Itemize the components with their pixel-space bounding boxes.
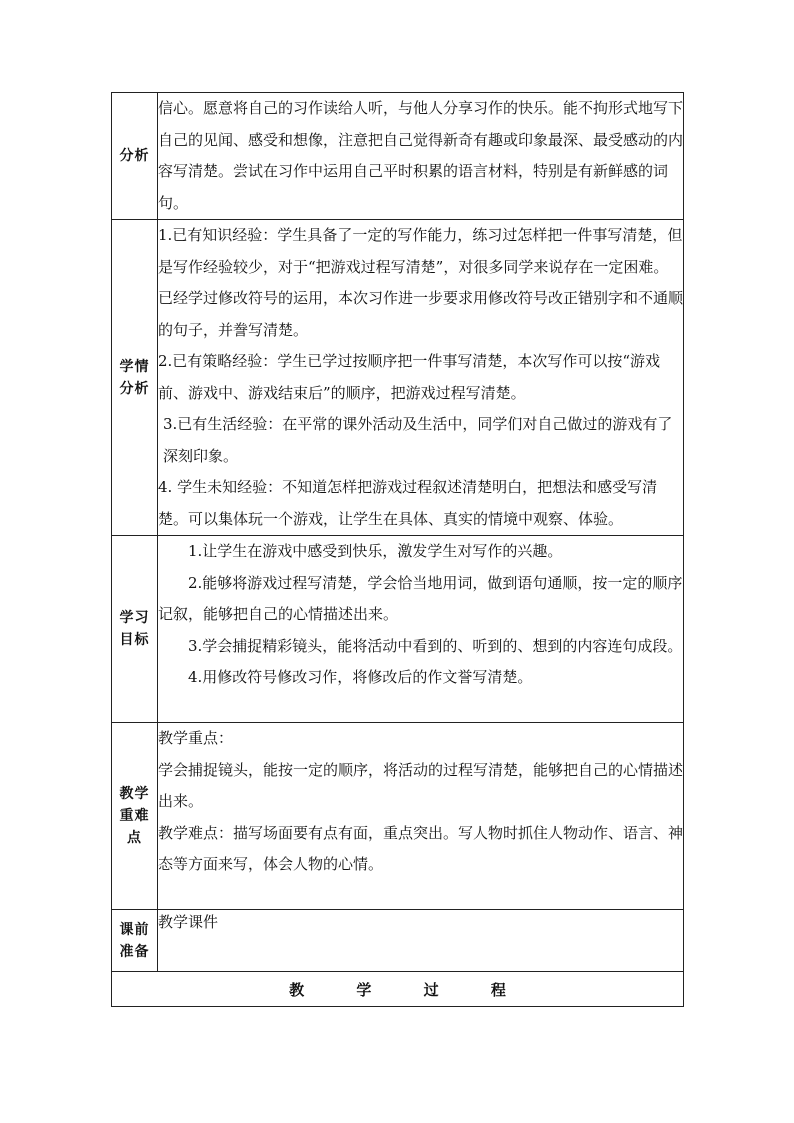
unknown-experience: 4. 学生未知经验：不知道怎样把游戏过程叙述清楚明白，把想法和感受写清楚。可以集体玩一个游戏，让学生在具体、真实的情境中观察、体验。	[158, 478, 658, 528]
analysis-content	[158, 93, 684, 220]
learning-goals-content	[158, 536, 684, 723]
key-points-label: 教学 重难 点	[112, 723, 158, 910]
analysis-row	[112, 93, 684, 220]
preparation-label: 课前 准备	[112, 910, 158, 972]
goal-item: 3.学会捕捉精彩镜头，能将活动中看到的、听到的、想到的内容连句成段。	[188, 636, 683, 655]
analysis-label: 分析	[112, 93, 158, 220]
goal-item: 1.让学生在游戏中感受到快乐，激发学生对写作的兴趣。	[188, 542, 563, 560]
goal-item: 4.用修改符号修改习作，将修改后的作文誉写清楚。	[188, 668, 533, 686]
preparation-content	[158, 910, 684, 972]
key-points-row	[112, 723, 684, 910]
difficulty-text: 教学难点：描写场面要有点有面，重点突出。写人物时抓住人物动作、语言、神态等方面来写，体会人物的心情。	[158, 823, 684, 873]
student-analysis-row	[112, 220, 684, 536]
goal-item: 2.能够将游戏过程写清楚，学会恰当地用词，做到语句通顺，按一定的顺序记叙，能够把自己的心情描述出来。	[158, 573, 683, 623]
preparation-row	[112, 910, 684, 972]
knowledge-experience: 1.已有知识经验：学生具备了一定的写作能力，练习过怎样把一件事写清楚，但是写作经验较少，对于“把游戏过程写清楚”，对很多同学来说存在一定困难。已经学过修改符号的运用，本次习作进一步要求用修改符号改正错别字和不通顺的句子，并誊写清楚。	[158, 226, 684, 339]
teaching-process-row	[112, 972, 684, 1007]
learning-goals-label: 学习 目标	[112, 536, 158, 723]
teaching-process-heading: 教 学 过 程	[112, 972, 684, 1007]
learning-goals-row	[112, 536, 684, 723]
analysis-text: 信心。愿意将自己的习作读给人听，与他人分享习作的快乐。能不拘形式地写下自己的见闻、感受和想像，注意把自己觉得新奇有趣或印象最深、最受感动的内容写清楚。尝试在习作中运用自己平时积累的语言材料，特别是有新鲜感的词句。	[158, 99, 684, 212]
key-points-content	[158, 723, 684, 910]
life-experience: 3.已有生活经验：在平常的课外活动及生活中，同学们对自己做过的游戏有了深刻印象。	[163, 415, 673, 465]
key-point-heading: 教学重点：	[158, 729, 234, 747]
strategy-experience: 2.已有策略经验：学生已学过按顺序把一件事写清楚，本次写作可以按“游戏前、游戏中、游戏结束后”的顺序，把游戏过程写清楚。	[158, 352, 660, 402]
lesson-plan-table	[111, 92, 684, 1007]
key-point-text: 学会捕捉镜头，能按一定的顺序，将活动的过程写清楚，能够把自己的心情描述出来。	[158, 760, 684, 810]
preparation-text: 教学课件	[158, 913, 219, 931]
student-analysis-label: 学情 分析	[112, 220, 158, 536]
student-analysis-content	[158, 220, 684, 536]
